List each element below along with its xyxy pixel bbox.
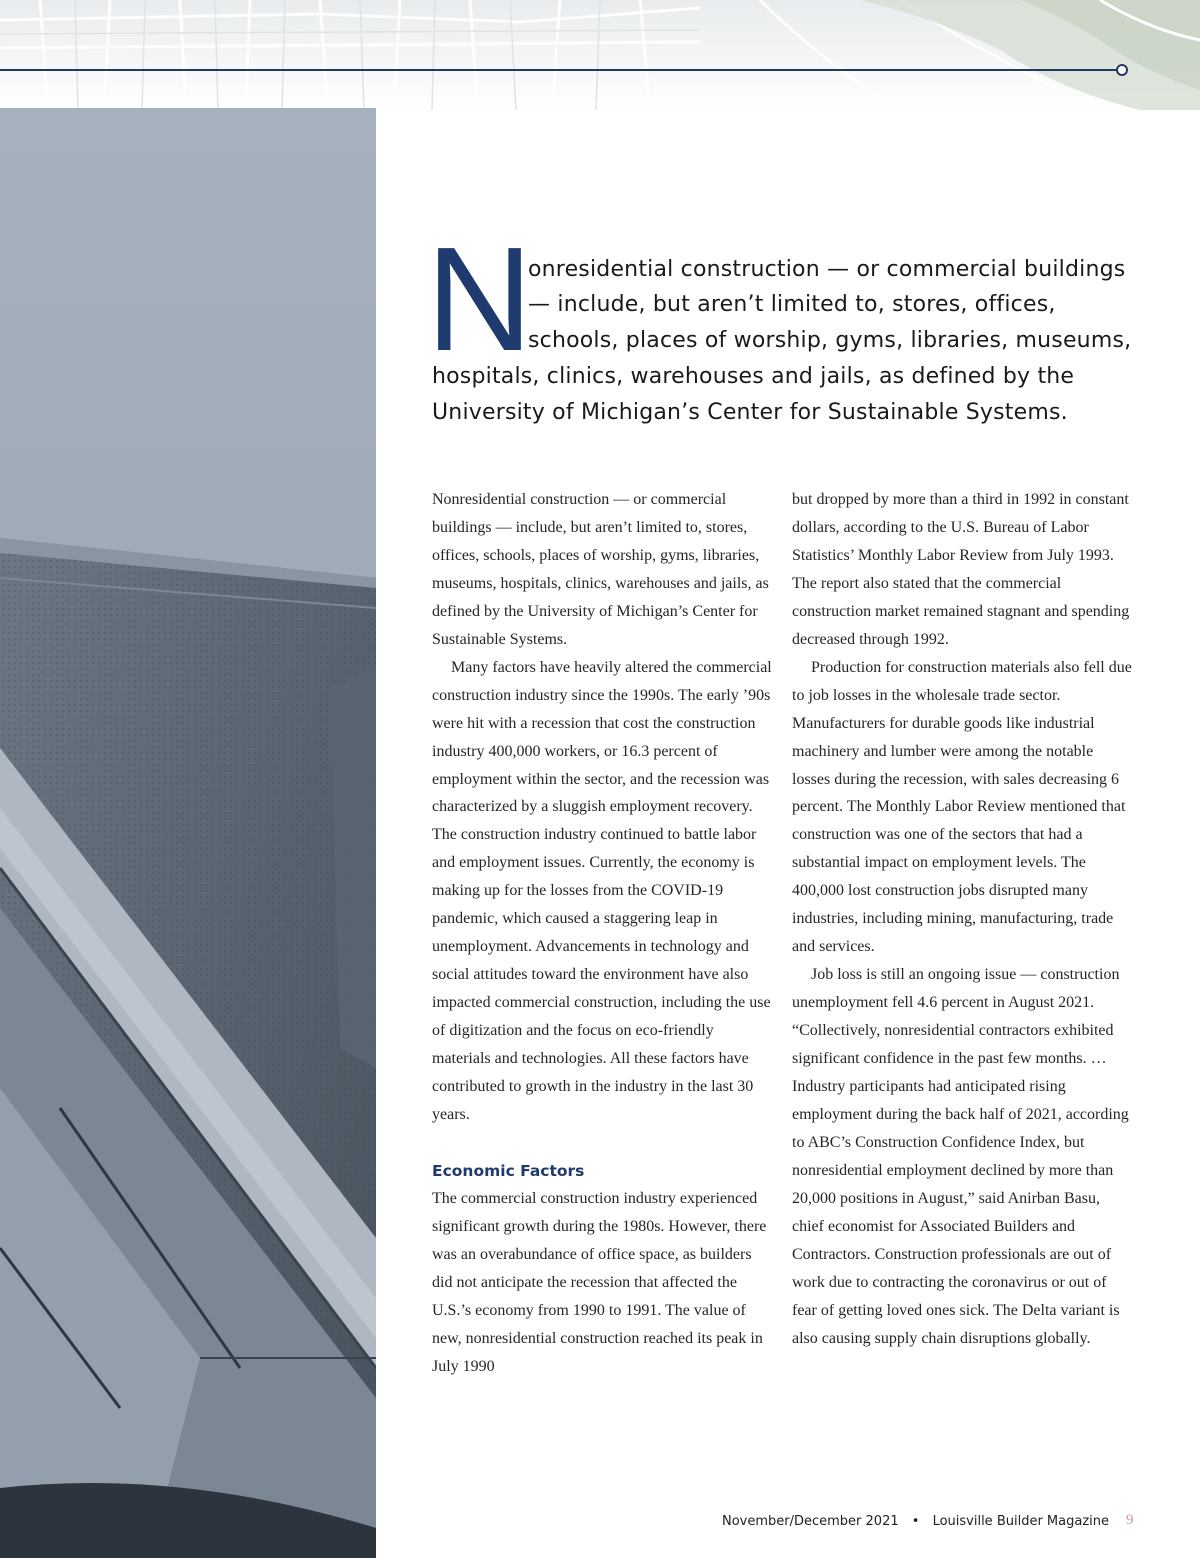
paragraph: but dropped by more than a third in 1992 in constant dollars, according to the U.S. Bureau of Labor Statistics’ Monthly Labor Review from July 1993. The report also stated that the commercial construction market remained stagnant and spending decreased through 1992. [792, 491, 1130, 648]
paragraph: Production for construction materials also fell due to job losses in the wholesale trade sector. Manufacturers for durable goods like industrial machinery and lumber were among the notable losses during the recession, with sales decreasing 6 percent. The Monthly Labor Review mentioned that construction was one of the sectors that had a substantial impact on employment levels. The 400,000 lost construction jobs disrupted many industries, including mining, manufacturing, trade and services. [792, 658, 1132, 956]
pull-quote-line-2: — include, but aren’t limited to, stores, offices, [528, 292, 1056, 317]
issue-date: November/December 2021 [721, 1514, 899, 1529]
article-column-1 [432, 486, 772, 1381]
header-rule [0, 69, 1118, 71]
header-map-band [0, 0, 1200, 110]
section-heading: Economic Factors [432, 1161, 585, 1180]
page-number: 9 [1126, 1512, 1134, 1528]
paragraph: Many factors have heavily altered the commercial construction industry since the 1990s. The early ’90s were hit with a recession that cost the construction industry 400,000 workers, or 16.3 percent of employment within the sector, and the recession was characterized by a sluggish employment recovery. The construction industry continued to battle labor and employment issues. Currently, the economy is making up for the losses from the COVID-19 pandemic, which caused a staggering leap in unemployment. Advancements in technology and social attitudes toward the environment have also impacted commercial construction, including the use of digitization and the focus on eco-friendly materials and technologies. All these factors have contributed to growth in the industry in the last 30 years. [432, 658, 772, 1123]
pull-quote-line-4: hospitals, clinics, warehouses and jails, as defined by the [432, 364, 1075, 389]
header-rule-endpoint [1116, 64, 1128, 76]
magazine-title: Louisville Builder Magazine [932, 1514, 1109, 1529]
street-map-graphic [0, 0, 1200, 110]
paragraph: Job loss is still an ongoing issue — construction unemployment fell 4.6 percent in August 2021. “Collectively, nonresidential contractors exhibited significant confidence in the past few months. … Industry participants had anticipated rising employment during the back half of 2021, according to ABC’s Construction Confidence Index, but nonresidential employment declined by more than 20,000 positions in August,” said Anirban Basu, chief economist for Associated Builders and Contractors. Construction professionals are out of work due to contracting the coronavirus or out of fear of getting loved ones sick. The Delta variant is also causing supply chain disruptions globally. [792, 966, 1129, 1347]
paragraph: Nonresidential construction — or commercial buildings — include, but aren’t limited to, stores, offices, schools, places of worship, gyms, libraries, museums, hospitals, clinics, warehouses and jails, as defined by the University of Michigan’s Center for Sustainable Systems. [432, 491, 769, 648]
building-illustration [0, 108, 376, 1558]
pull-quote-line-3: schools, places of worship, gyms, libraries, museums, [528, 328, 1132, 353]
drop-cap: N [426, 217, 533, 382]
article-column-2 [792, 486, 1134, 1353]
page-footer [722, 1514, 1109, 1529]
paragraph: The commercial construction industry experienced significant growth during the 1980s. However, there was an overabundance of office space, as builders did not anticipate the recession that affected the U.S.’s economy from 1990 to 1991. The value of new, nonresidential construction reached its peak in July 1990 [432, 1189, 767, 1375]
pull-quote-line-1: onresidential construction — or commercial buildings [528, 257, 1126, 282]
pull-quote-line-5: University of Michigan’s Center for Sustainable Systems. [432, 400, 1068, 425]
footer-separator: • [911, 1514, 920, 1529]
building-photo [0, 108, 376, 1558]
